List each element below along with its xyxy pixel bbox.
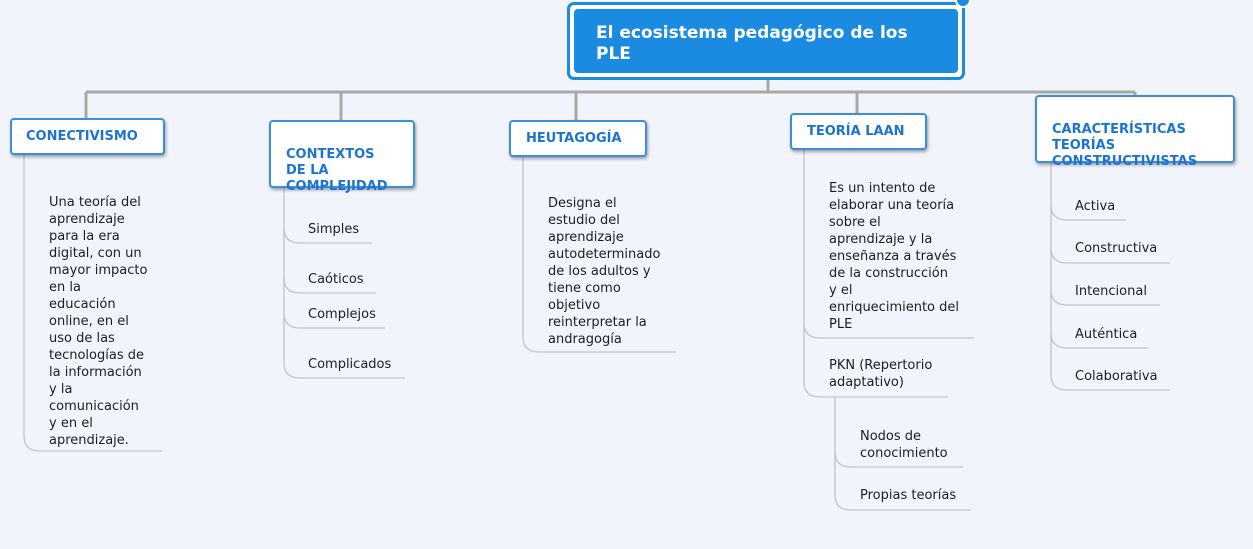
topic-label: HEUTAGOGÍA <box>526 131 622 146</box>
topic-caracteristicas-constructivistas[interactable] <box>1035 95 1235 169</box>
topic-heutagogia[interactable] <box>509 120 647 157</box>
leaf-laan-definition[interactable]: Es un intento de elaborar una teoría sobre el aprendizaje y la enseñanza a través de la construcción y el enriquecimiento del PLE <box>829 181 959 332</box>
topic-label: TEORÍA LAAN <box>807 124 905 139</box>
leaf-intencional[interactable]: Intencional <box>1075 284 1147 299</box>
leaf-pkn[interactable]: PKN (Repertorio adaptativo) <box>829 358 933 390</box>
leaf-colaborativa[interactable]: Colaborativa <box>1075 369 1158 384</box>
leaf-simples[interactable]: Simples <box>308 222 360 237</box>
root-node[interactable] <box>567 2 965 80</box>
topic-label: CONTEXTOS DE LA COMPLEJIDAD <box>286 147 388 194</box>
root-title: El ecosistema pedagógico de los PLE <box>574 9 958 73</box>
leaf-complicados[interactable]: Complicados <box>308 357 392 372</box>
leaf-caoticos[interactable]: Caóticos <box>308 272 364 287</box>
topic-conectivismo[interactable] <box>10 118 165 155</box>
topic-label: CONECTIVISMO <box>26 129 138 144</box>
leaf-nodos-conocimiento[interactable]: Nodos de conocimiento <box>860 429 948 461</box>
leaf-propias-teorias[interactable]: Propias teorías <box>860 488 957 503</box>
leaf-heutagogia-definition[interactable]: Designa el estudio del aprendizaje autodeterminado de los adultos y tiene como objetivo reinterpretar la andragogía <box>548 196 661 347</box>
leaf-constructiva[interactable]: Constructiva <box>1075 241 1158 256</box>
leaf-autentica[interactable]: Auténtica <box>1075 327 1138 342</box>
topic-label: CARACTERÍSTICAS TEORÍAS CONSTRUCTIVISTAS <box>1052 122 1198 169</box>
leaf-complejos[interactable]: Complejos <box>308 307 376 322</box>
topic-teoria-laan[interactable] <box>790 113 927 150</box>
topic-contextos-complejidad[interactable] <box>269 120 415 194</box>
leaf-conectivismo-definition[interactable]: Una teoría del aprendizaje para la era digital, con un mayor impacto en la educación online, en el uso de las tecnologías de la información y la comunicación y en el aprendizaje. <box>49 195 148 448</box>
leaf-activa[interactable]: Activa <box>1075 199 1116 214</box>
